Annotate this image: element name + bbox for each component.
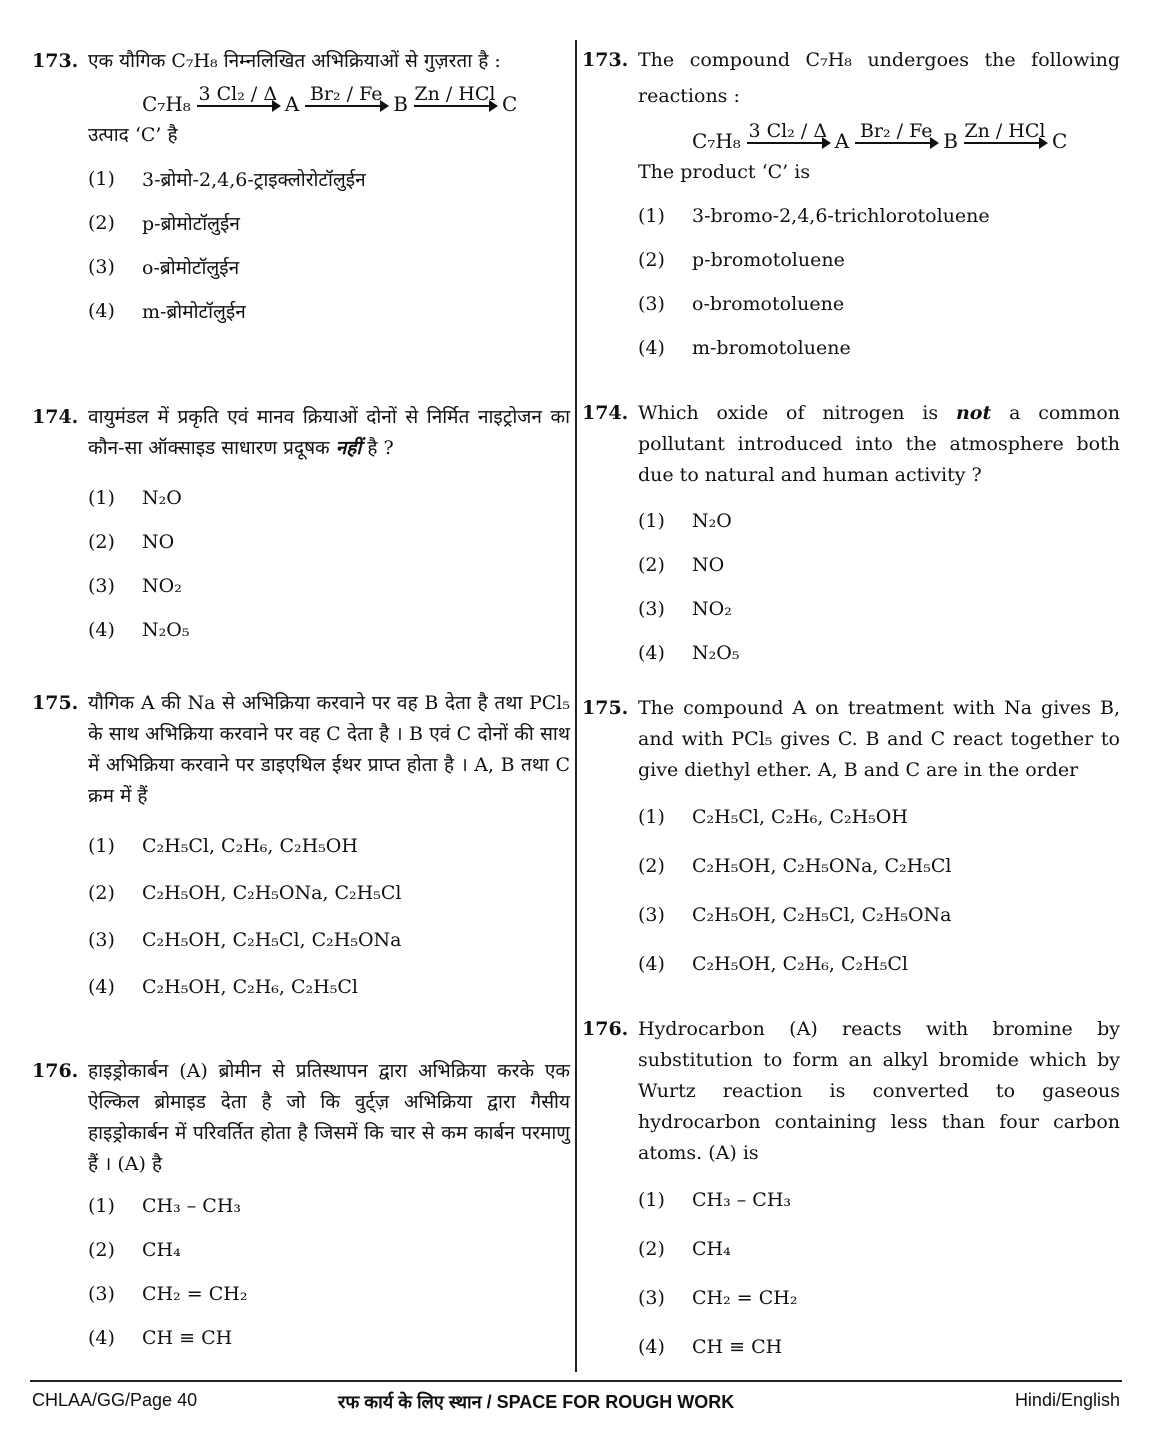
question-176-en	[582, 1014, 1120, 1371]
column-divider	[575, 40, 577, 1372]
question-text: Hydrocarbon (A) reacts with bromine by substitution to form an alkyl bromide which by Wurtz reaction is converted to gaseous hydrocarbon containing less than four carbon atoms. (A) is	[638, 1018, 1120, 1164]
option[interactable]: (1) CH₃ – CH₃	[638, 1188, 792, 1211]
option[interactable]: (4) m-ब्रोमोटॉलुईन	[88, 300, 246, 323]
question-number: 176.	[32, 1060, 79, 1082]
option[interactable]: (2) CH₄	[88, 1239, 181, 1261]
product-c: C	[1051, 129, 1068, 153]
reaction-arrow: Zn / HCl	[414, 83, 496, 105]
reaction-arrow: 3 Cl₂ / Δ	[198, 83, 278, 105]
question-173-en	[582, 42, 1120, 370]
reaction-scheme	[692, 120, 1120, 153]
option[interactable]: (4) N₂O₅	[638, 642, 740, 664]
question-text: The compound C₇H₈ undergoes the following reactions :	[638, 49, 1120, 107]
reaction-arrow: Zn / HCl	[964, 120, 1046, 142]
option[interactable]: (3) C₂H₅OH, C₂H₅Cl, C₂H₅ONa	[88, 928, 402, 951]
option[interactable]: (2) p-bromotoluene	[638, 249, 845, 271]
question-text: हाइड्रोकार्बन (A) ब्रोमीन से प्रतिस्थापन द्वारा अभिक्रिया करके एक ऐल्किल ब्रोमाइड देता है जो कि वुर्ट्ज़ अभिक्रिया द्वारा गैसीय हाइड्रोकार्बन में परिवर्तित होता है जिसमें कि चार से कम कार्बन परमाणु हैं । (A) है	[88, 1060, 570, 1175]
option[interactable]: (1) N₂O	[638, 510, 732, 532]
product-a: A	[284, 92, 300, 116]
option[interactable]: (3) CH₂ = CH₂	[88, 1283, 248, 1305]
option[interactable]: (3) NO₂	[638, 598, 732, 620]
option[interactable]: (4) N₂O₅	[88, 619, 190, 641]
question-number: 175.	[32, 692, 79, 714]
question-text: Which oxide of nitrogen is not a common pollutant introduced into the atmosphere both due to natural and human activity ?	[638, 402, 1121, 486]
option[interactable]: (1) N₂O	[88, 487, 182, 509]
option[interactable]: (1) 3-bromo-2,4,6-trichlorotoluene	[638, 205, 990, 227]
question-176-hi	[32, 1056, 570, 1360]
question-174-hi	[32, 402, 570, 652]
option[interactable]: (2) NO	[88, 531, 175, 553]
option[interactable]: (2) C₂H₅OH, C₂H₅ONa, C₂H₅Cl	[88, 881, 402, 904]
option[interactable]: (4) CH ≡ CH	[638, 1335, 783, 1358]
product-prompt: The product ‘C’ is	[638, 161, 811, 183]
question-number: 174.	[582, 402, 629, 424]
question-number: 173.	[32, 50, 79, 72]
question-text: The compound A on treatment with Na gives B, and with PCl₅ gives C. B and C react together to give diethyl ether. A, B and C are in the order	[638, 697, 1120, 781]
question-text: वायुमंडल में प्रकृति एवं मानव क्रियाओं दोनों से निर्मित नाइट्रोजन का कौन-सा ऑक्साइड साधारण प्रदूषक नहीं है ?	[88, 406, 570, 459]
option[interactable]: (1) 3-ब्रोमो-2,4,6-ट्राइक्लोरोटॉलुईन	[88, 168, 366, 191]
product-b: B	[393, 92, 408, 116]
question-number: 175.	[582, 697, 629, 719]
option[interactable]: (2) CH₄	[638, 1237, 731, 1260]
reaction-scheme	[142, 83, 570, 116]
reaction-arrow: Br₂ / Fe	[305, 83, 387, 116]
option[interactable]: (2) p-ब्रोमोटॉलुईन	[88, 212, 240, 235]
reaction-arrow: 3 Cl₂ / Δ	[748, 120, 828, 142]
option[interactable]: (2) C₂H₅OH, C₂H₅ONa, C₂H₅Cl	[638, 854, 952, 877]
question-text: एक यौगिक C₇H₈ निम्नलिखित अभिक्रियाओं से गुज़रता है :	[88, 50, 501, 72]
option[interactable]: (4) C₂H₅OH, C₂H₆, C₂H₅Cl	[638, 952, 908, 975]
option[interactable]: (4) C₂H₅OH, C₂H₆, C₂H₅Cl	[88, 975, 358, 998]
product-b: B	[943, 129, 958, 153]
product-c: C	[501, 92, 518, 116]
option[interactable]: (4) m-bromotoluene	[638, 337, 851, 359]
question-number: 173.	[582, 49, 629, 71]
question-number: 174.	[32, 406, 79, 428]
option[interactable]: (4) CH ≡ CH	[88, 1327, 233, 1349]
product-a: A	[834, 129, 850, 153]
option[interactable]: (2) NO	[638, 554, 725, 576]
question-173-hi	[32, 46, 570, 333]
option[interactable]: (3) o-ब्रोमोटॉलुईन	[88, 256, 240, 279]
option[interactable]: (1) C₂H₅Cl, C₂H₆, C₂H₅OH	[88, 834, 358, 857]
page-code: CHLAA/GG/Page 40	[32, 1390, 198, 1410]
question-175-hi	[32, 688, 570, 1010]
option[interactable]: (1) CH₃ – CH₃	[88, 1195, 242, 1217]
question-174-en	[582, 398, 1120, 675]
question-text: यौगिक A की Na से अभिक्रिया करवाने पर वह B देता है तथा PCl₅ के साथ अभिक्रिया करवाने पर वह C देता है । B एवं C दोनों की साथ में अभिक्रिया करवाने पर डाइएथिल ईथर प्राप्त होता है । A, B तथा C क्रम में हैं	[88, 692, 570, 807]
question-number: 176.	[582, 1018, 629, 1040]
option[interactable]: (3) NO₂	[88, 575, 182, 597]
option[interactable]: (3) CH₂ = CH₂	[638, 1286, 798, 1309]
question-175-en	[582, 693, 1120, 988]
language-label: Hindi/English	[1014, 1390, 1120, 1410]
footer-rule	[30, 1380, 1122, 1382]
option[interactable]: (3) C₂H₅OH, C₂H₅Cl, C₂H₅ONa	[638, 903, 952, 926]
option[interactable]: (1) C₂H₅Cl, C₂H₆, C₂H₅OH	[638, 805, 908, 828]
reaction-arrow: Br₂ / Fe	[855, 120, 937, 153]
reactant: C₇H₈	[142, 92, 191, 116]
rough-work-label: रफ कार्य के लिए स्थान / SPACE FOR ROUGH WORK	[338, 1392, 735, 1412]
product-prompt: उत्पाद ‘C’ है	[88, 124, 178, 146]
option[interactable]: (3) o-bromotoluene	[638, 293, 845, 315]
reactant: C₇H₈	[692, 129, 741, 153]
